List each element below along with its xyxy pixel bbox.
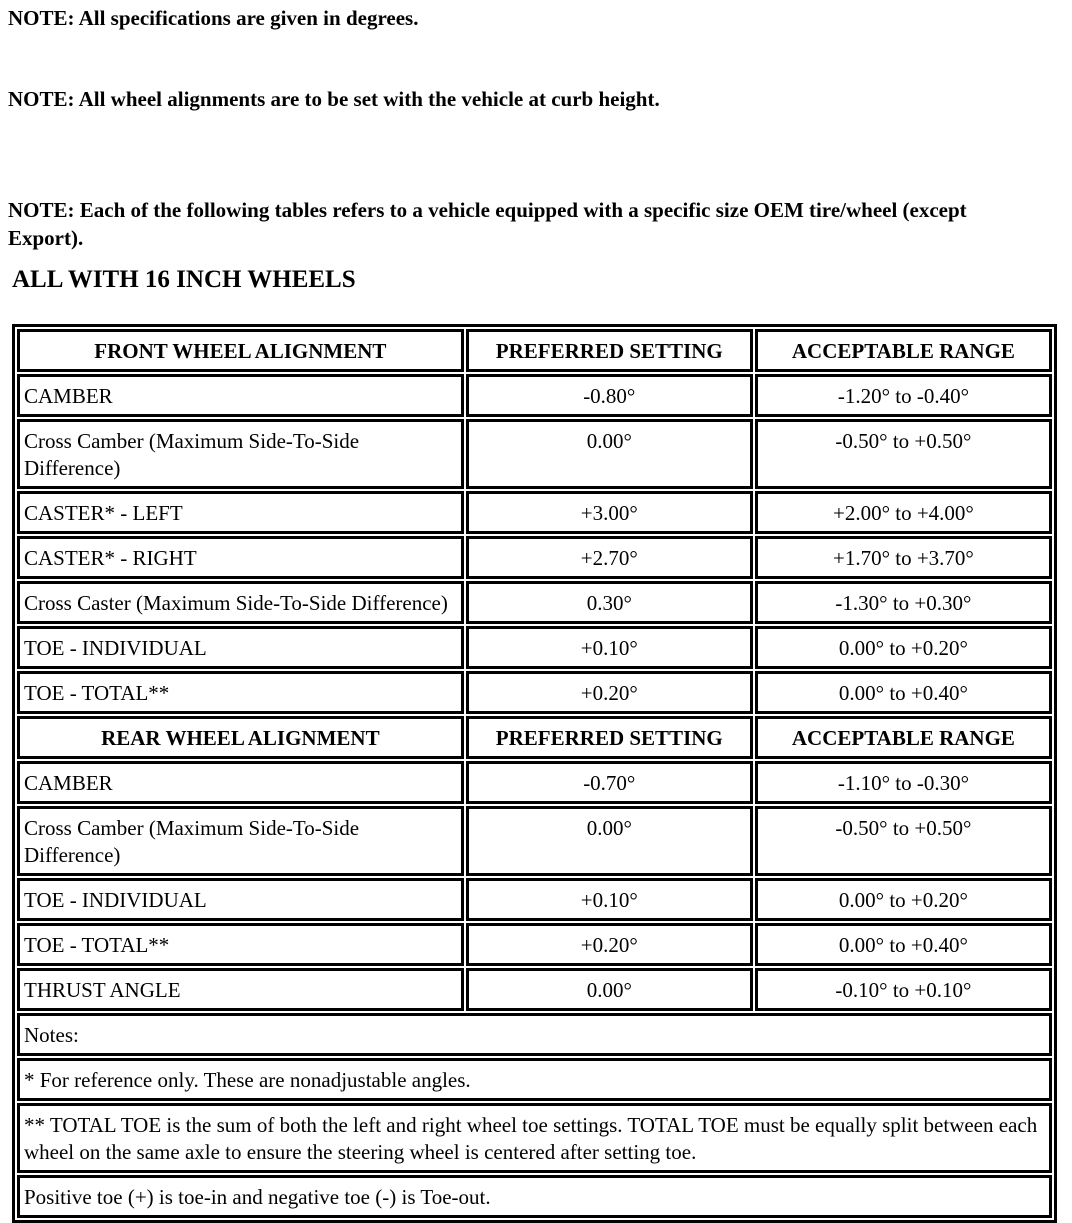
- preferred-cell: +3.00°: [466, 491, 753, 534]
- range-cell: -0.50° to +0.50°: [755, 419, 1052, 489]
- preferred-cell: +2.70°: [466, 536, 753, 579]
- preferred-setting-header: PREFERRED SETTING: [466, 716, 753, 759]
- table-row: [17, 878, 1052, 921]
- preferred-cell: +0.20°: [466, 923, 753, 966]
- note-toe-sign: Positive toe (+) is toe-in and negative toe (-) is Toe-out.: [17, 1175, 1052, 1218]
- front-alignment-header: FRONT WHEEL ALIGNMENT: [17, 329, 464, 372]
- preferred-cell: 0.00°: [466, 968, 753, 1011]
- range-cell: 0.00° to +0.40°: [755, 671, 1052, 714]
- preferred-cell: -0.70°: [466, 761, 753, 804]
- acceptable-range-header: ACCEPTABLE RANGE: [755, 329, 1052, 372]
- range-cell: +1.70° to +3.70°: [755, 536, 1052, 579]
- table-row: [17, 491, 1052, 534]
- table-row: [17, 761, 1052, 804]
- table-row: [17, 536, 1052, 579]
- parameter-cell: CASTER* - RIGHT: [17, 536, 464, 579]
- notes-row: [17, 1058, 1052, 1101]
- range-cell: -1.20° to -0.40°: [755, 374, 1052, 417]
- notes-label: Notes:: [17, 1013, 1052, 1056]
- table-row: [17, 374, 1052, 417]
- range-cell: 0.00° to +0.20°: [755, 878, 1052, 921]
- parameter-cell: CAMBER: [17, 374, 464, 417]
- notes-row: [17, 1103, 1052, 1173]
- table-row: [17, 419, 1052, 489]
- table-row: [17, 806, 1052, 876]
- alignment-spec-table: [12, 324, 1057, 1223]
- parameter-cell: TOE - INDIVIDUAL: [17, 878, 464, 921]
- range-cell: 0.00° to +0.20°: [755, 626, 1052, 669]
- parameter-cell: TOE - INDIVIDUAL: [17, 626, 464, 669]
- preferred-cell: +0.20°: [466, 671, 753, 714]
- table-row: [17, 968, 1052, 1011]
- range-cell: +2.00° to +4.00°: [755, 491, 1052, 534]
- preferred-setting-header: PREFERRED SETTING: [466, 329, 753, 372]
- section-heading: ALL WITH 16 INCH WHEELS: [12, 266, 356, 293]
- range-cell: -1.30° to +0.30°: [755, 581, 1052, 624]
- note-oem-tire-wheel: NOTE: Each of the following tables refers to a vehicle equipped with a specific size OEM tire/wheel (except Export).: [8, 198, 967, 250]
- range-cell: 0.00° to +0.40°: [755, 923, 1052, 966]
- preferred-cell: 0.00°: [466, 806, 753, 876]
- table-row: [17, 581, 1052, 624]
- parameter-cell: TOE - TOTAL**: [17, 923, 464, 966]
- range-cell: -0.10° to +0.10°: [755, 968, 1052, 1011]
- rear-header-row: [17, 716, 1052, 759]
- parameter-cell: Cross Camber (Maximum Side-To-Side Difference): [17, 419, 464, 489]
- parameter-cell: TOE - TOTAL**: [17, 671, 464, 714]
- range-cell: -1.10° to -0.30°: [755, 761, 1052, 804]
- note-specifications-in-degrees: NOTE: All specifications are given in degrees.: [8, 6, 419, 30]
- parameter-cell: Cross Camber (Maximum Side-To-Side Difference): [17, 806, 464, 876]
- notes-row: [17, 1175, 1052, 1218]
- parameter-cell: Cross Caster (Maximum Side-To-Side Difference): [17, 581, 464, 624]
- table-row: [17, 923, 1052, 966]
- parameter-cell: CAMBER: [17, 761, 464, 804]
- preferred-cell: +0.10°: [466, 626, 753, 669]
- front-header-row: [17, 329, 1052, 372]
- table-row: [17, 626, 1052, 669]
- preferred-cell: +0.10°: [466, 878, 753, 921]
- rear-alignment-header: REAR WHEEL ALIGNMENT: [17, 716, 464, 759]
- acceptable-range-header: ACCEPTABLE RANGE: [755, 716, 1052, 759]
- note-total-toe: ** TOTAL TOE is the sum of both the left and right wheel toe settings. TOTAL TOE must be equally split between each wheel on the same axle to ensure the steering wheel is centered after setting toe.: [17, 1103, 1052, 1173]
- note-reference-only: * For reference only. These are nonadjustable angles.: [17, 1058, 1052, 1101]
- notes-row: [17, 1013, 1052, 1056]
- range-cell: -0.50° to +0.50°: [755, 806, 1052, 876]
- note-curb-height: NOTE: All wheel alignments are to be set with the vehicle at curb height.: [8, 87, 660, 111]
- parameter-cell: THRUST ANGLE: [17, 968, 464, 1011]
- preferred-cell: -0.80°: [466, 374, 753, 417]
- table-row: [17, 671, 1052, 714]
- preferred-cell: 0.30°: [466, 581, 753, 624]
- parameter-cell: CASTER* - LEFT: [17, 491, 464, 534]
- preferred-cell: 0.00°: [466, 419, 753, 489]
